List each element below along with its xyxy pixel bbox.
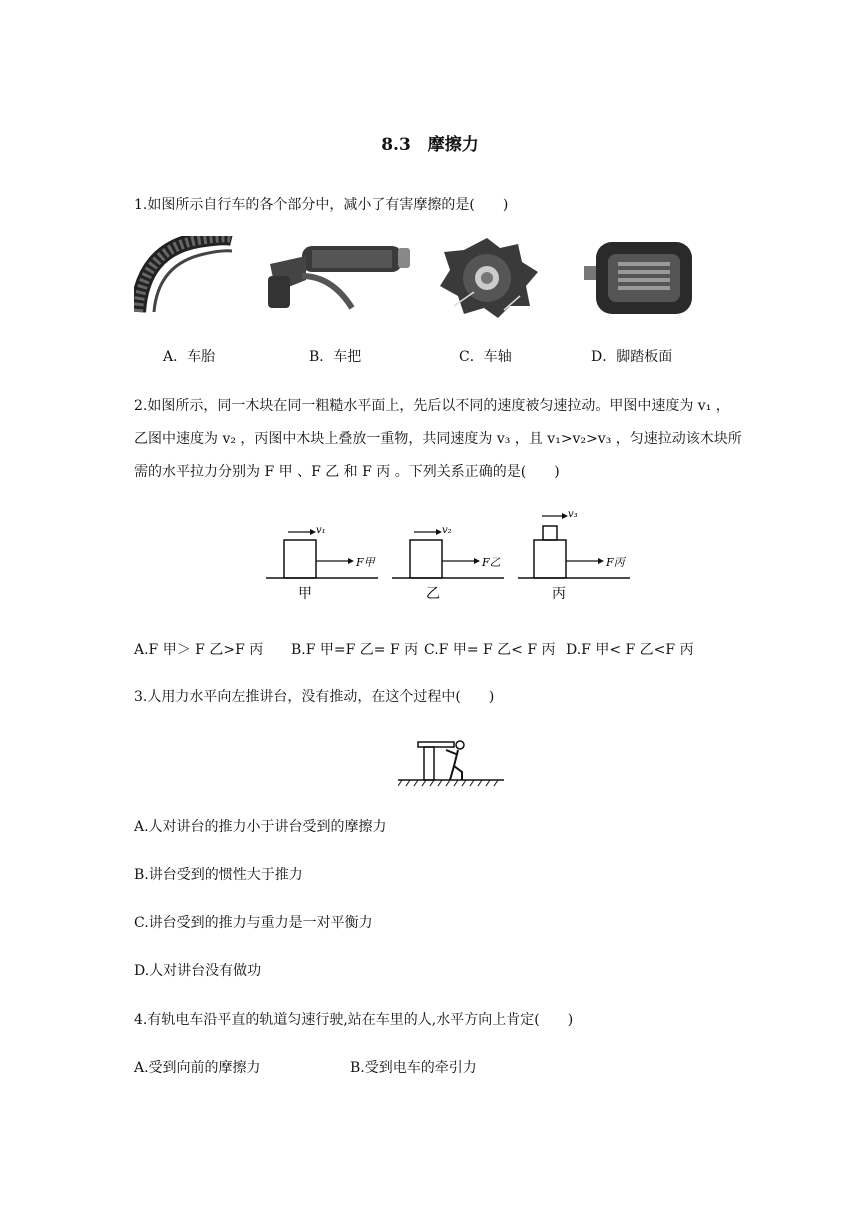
- panel-yi: [392, 525, 504, 602]
- panel-jia: [266, 525, 378, 602]
- question-2-line-3: 需的水平拉力分别为 F 甲 、F 乙 和 F 丙 。下列关系正确的是( ): [134, 464, 560, 480]
- q2-option-c[interactable]: C.F 甲= F 乙< F 丙: [424, 642, 556, 658]
- figure-label-yi: 乙: [426, 586, 440, 602]
- q4-option-a[interactable]: A.受到向前的摩擦力: [134, 1060, 261, 1076]
- force-label-2: F乙: [482, 556, 501, 569]
- figure-label-jia: 甲: [298, 586, 312, 602]
- question-2-line-1: 2.如图所示，同一木块在同一粗糙水平面上，先后以不同的速度被匀速拉动。甲图中速度为 v₁ ，: [134, 398, 730, 414]
- q1-option-c[interactable]: C．车轴: [459, 349, 512, 365]
- panel-bing: [518, 509, 630, 602]
- question-4-stem: 4.有轨电车沿平直的轨道匀速行驶,站在车里的人,水平方向上肯定( ): [134, 1012, 574, 1028]
- push-podium-diagram: [398, 738, 504, 788]
- q1-option-b[interactable]: B．车把: [309, 349, 362, 365]
- question-1-stem: 1.如图所示自行车的各个部分中，减小了有害摩擦的是( ): [134, 197, 509, 213]
- q1-option-a[interactable]: A．车胎: [163, 349, 216, 365]
- q1-option-d[interactable]: D．脚踏板面: [591, 349, 673, 365]
- q3-option-b[interactable]: B.讲台受到的惯性大于推力: [134, 867, 303, 883]
- q3-option-c[interactable]: C.讲台受到的推力与重力是一对平衡力: [134, 915, 373, 931]
- question-3-stem: 3.人用力水平向左推讲台，没有推动，在这个过程中( ): [134, 689, 495, 705]
- force-label-1: F甲: [356, 556, 375, 569]
- q4-option-b[interactable]: B.受到电车的牵引力: [350, 1060, 477, 1076]
- velocity-label-3: v₃: [568, 509, 578, 520]
- block-pull-diagram: [266, 506, 630, 602]
- handlebar-image: [262, 236, 412, 314]
- pedal-image: [574, 236, 698, 316]
- velocity-label-1: v₁: [316, 525, 326, 536]
- figure-label-bing: 丙: [552, 586, 566, 602]
- question-2-line-2: 乙图中速度为 v₂ ，丙图中木块上叠放一重物，共同速度为 v₃ ，且 v₁>v₂>v₃ ，匀速拉动该木块所: [134, 431, 742, 447]
- q3-option-d[interactable]: D.人对讲台没有做功: [134, 963, 262, 979]
- tire-image: [134, 236, 234, 314]
- page-title: 8.3 摩擦力: [381, 135, 479, 155]
- q2-option-d[interactable]: D.F 甲< F 乙<F 丙: [566, 642, 694, 658]
- q2-option-b[interactable]: B.F 甲=F 乙= F 丙: [291, 642, 419, 658]
- q3-option-a[interactable]: A.人对讲台的推力小于讲台受到的摩擦力: [134, 819, 387, 835]
- force-label-3: F丙: [606, 556, 625, 569]
- velocity-label-2: v₂: [442, 525, 452, 536]
- q2-option-a[interactable]: A.F 甲＞ F 乙>F 丙: [134, 642, 264, 658]
- axle-image: [434, 236, 540, 318]
